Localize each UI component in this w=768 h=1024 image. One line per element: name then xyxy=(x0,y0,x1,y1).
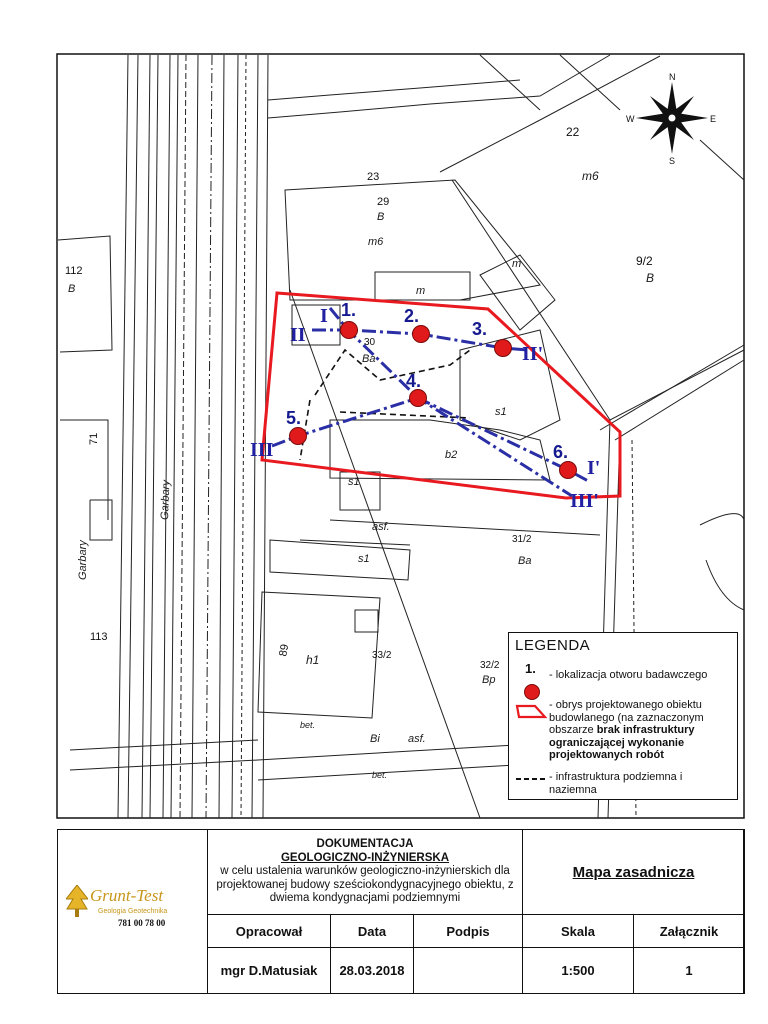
header-attachment: Załącznik xyxy=(633,914,745,948)
logo-cell xyxy=(57,829,208,994)
header-author: Opracował xyxy=(207,914,331,948)
parcel-label: s1 xyxy=(495,406,507,418)
legend-text: - lokalizacja otworu badawczego xyxy=(549,669,708,681)
parcel-label: asf. xyxy=(408,733,426,745)
parcel-label: asf. xyxy=(372,521,390,533)
legend-text-bold: brak infrastruktury ograniczającej wykonanie projektowanych robót xyxy=(549,724,695,761)
borehole-label: 6. xyxy=(553,442,569,462)
title-block xyxy=(57,829,744,994)
legend-item-borehole xyxy=(509,659,737,703)
section-label-start: II xyxy=(290,324,306,346)
tree-logo-icon xyxy=(66,885,88,919)
parcel-label: m xyxy=(512,258,522,270)
parcel-label: m6 xyxy=(368,236,384,248)
section-label-end: III' xyxy=(570,490,599,512)
parcel-label: bet. xyxy=(372,770,388,780)
borehole-label: 2. xyxy=(404,306,420,326)
street-label: Garbary xyxy=(77,540,89,580)
legend-item-outline xyxy=(509,699,737,763)
section-label-end: II' xyxy=(522,343,544,365)
parcel-label: h1 xyxy=(306,653,320,667)
outline-symbol-icon xyxy=(515,703,547,721)
parcel-label: Ba xyxy=(518,555,532,567)
borehole-label: 1. xyxy=(341,300,357,320)
parcel-label: 30 xyxy=(364,337,376,348)
compass-west-label: W xyxy=(626,114,635,124)
header-signature: Podpis xyxy=(413,914,523,948)
parcel-label: 32/2 xyxy=(480,660,500,671)
compass-east-label: E xyxy=(710,114,717,124)
parcel-label: s1 xyxy=(358,553,370,565)
parcel-label: bet. xyxy=(300,720,316,730)
parcel-label: B xyxy=(68,283,76,295)
legend-text: - infrastruktura podziemna i naziemna xyxy=(549,771,683,796)
legend-title: LEGENDA xyxy=(515,637,591,654)
borehole-1 xyxy=(341,300,358,339)
parcel-label: 23 xyxy=(367,171,380,183)
legend-text-normal: - obrys projektowanego obiektu budowlanego (na zaznaczonym obszarze xyxy=(549,699,704,736)
parcel-label: B xyxy=(646,271,655,285)
legend-text xyxy=(549,699,733,762)
doc-purpose: w celu ustalenia warunków geologiczno-inżynierskich dla projektowanej budowy sześciokondygnacyjnego obiektu, z dwiema kondygnacjami podziemnymi xyxy=(216,865,514,905)
legend-item-infrastructure xyxy=(509,773,737,799)
section-label-start: III xyxy=(250,439,274,461)
parcel-label: m6 xyxy=(582,169,599,183)
compass-north-label: N xyxy=(669,72,676,82)
parcel-label: 33/2 xyxy=(372,650,392,661)
borehole-label: 5. xyxy=(286,408,302,428)
value-author: mgr D.Matusiak xyxy=(207,947,331,994)
doc-title-line2: GEOLOGICZNO-INŻYNIERSKA xyxy=(280,851,450,864)
legend xyxy=(508,632,738,800)
map-title: Mapa zasadnicza xyxy=(522,829,745,915)
parcel-label: m xyxy=(416,285,426,297)
parcel-label: s1 xyxy=(348,476,360,488)
parcel-label: 31/2 xyxy=(512,534,532,545)
header-scale: Skala xyxy=(522,914,634,948)
logo-brand: Grunt-Test xyxy=(90,886,164,905)
value-attachment: 1 xyxy=(633,947,745,994)
parcel-label: 113 xyxy=(90,631,108,643)
parcel-label: 29 xyxy=(377,196,390,208)
section-label-end: I' xyxy=(587,457,601,479)
borehole-label: 4. xyxy=(406,371,422,391)
parcel-label: 9/2 xyxy=(636,254,653,268)
value-scale: 1:500 xyxy=(522,947,634,994)
parcel-label: 89 xyxy=(277,643,292,658)
value-date: 28.03.2018 xyxy=(330,947,414,994)
doc-title-line1: DOKUMENTACJA xyxy=(316,838,414,851)
parcel-label: Bi xyxy=(370,733,380,745)
section-label-start: I xyxy=(320,305,328,327)
parcel-label: 112 xyxy=(65,265,83,277)
dashed-line-symbol-icon xyxy=(515,775,547,783)
value-signature xyxy=(413,947,523,994)
logo-phone: 781 00 78 00 xyxy=(118,918,166,928)
parcel-label: b2 xyxy=(445,449,458,461)
legend-borehole-number: 1. xyxy=(525,661,536,676)
header-date: Data xyxy=(330,914,414,948)
parcel-label: 22 xyxy=(566,125,580,139)
logo-subtitle: Geologia Geotechnika xyxy=(98,908,168,915)
parcel-label: B xyxy=(377,211,385,223)
parcel-label: Ba xyxy=(362,353,376,365)
borehole-label: 3. xyxy=(472,319,488,339)
compass-south-label: S xyxy=(669,156,676,166)
document-description xyxy=(207,829,523,915)
parcel-label: Bp xyxy=(482,674,496,686)
parcel-label: 71 xyxy=(88,432,100,445)
street-label: Garbary xyxy=(159,479,173,521)
